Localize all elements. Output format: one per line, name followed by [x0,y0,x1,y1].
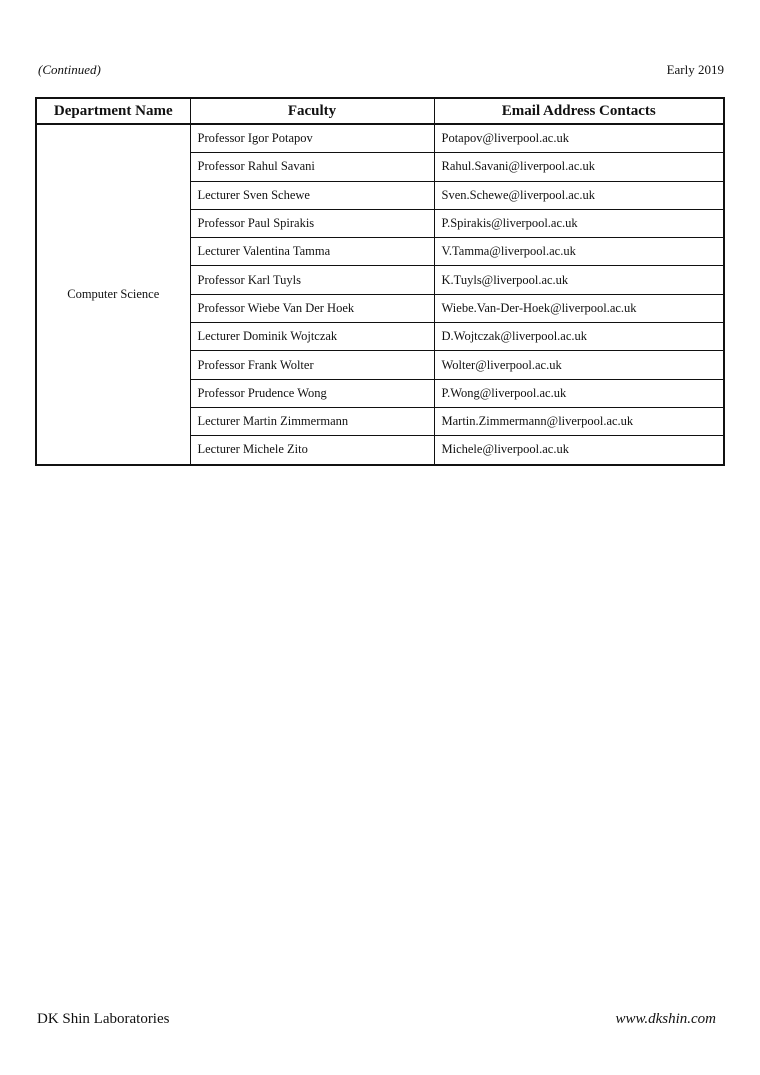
faculty-cell: Lecturer Martin Zimmermann [190,407,434,435]
footer-company: DK Shin Laboratories [37,1011,170,1027]
faculty-cell: Professor Karl Tuyls [190,266,434,294]
faculty-cell: Lecturer Sven Schewe [190,181,434,209]
faculty-cell: Professor Wiebe Van Der Hoek [190,294,434,322]
date-label: Early 2019 [666,62,724,77]
email-cell: Michele@liverpool.ac.uk [434,436,724,465]
continued-label: (Continued) [38,62,101,77]
email-cell: K.Tuyls@liverpool.ac.uk [434,266,724,294]
faculty-cell: Professor Prudence Wong [190,379,434,407]
faculty-cell: Professor Frank Wolter [190,351,434,379]
email-cell: P.Wong@liverpool.ac.uk [434,379,724,407]
faculty-table [35,97,725,466]
table-header-row [36,98,724,124]
faculty-cell: Lecturer Valentina Tamma [190,238,434,266]
faculty-cell: Lecturer Michele Zito [190,436,434,465]
email-cell: Martin.Zimmermann@liverpool.ac.uk [434,407,724,435]
faculty-cell: Professor Rahul Savani [190,153,434,181]
email-cell: Wolter@liverpool.ac.uk [434,351,724,379]
table-row [36,124,724,153]
email-cell: Sven.Schewe@liverpool.ac.uk [434,181,724,209]
email-cell: Rahul.Savani@liverpool.ac.uk [434,153,724,181]
table-body [36,124,724,465]
faculty-cell: Lecturer Dominik Wojtczak [190,323,434,351]
footer-website: www.dkshin.com [615,1011,716,1027]
email-cell: P.Spirakis@liverpool.ac.uk [434,209,724,237]
column-header-faculty: Faculty [190,98,434,124]
faculty-cell: Professor Igor Potapov [190,124,434,153]
faculty-cell: Professor Paul Spirakis [190,209,434,237]
column-header-department: Department Name [36,98,190,124]
email-cell: V.Tamma@liverpool.ac.uk [434,238,724,266]
email-cell: Wiebe.Van-Der-Hoek@liverpool.ac.uk [434,294,724,322]
email-cell: D.Wojtczak@liverpool.ac.uk [434,323,724,351]
email-cell: Potapov@liverpool.ac.uk [434,124,724,153]
column-header-email: Email Address Contacts [434,98,724,124]
department-cell: Computer Science [36,124,190,465]
